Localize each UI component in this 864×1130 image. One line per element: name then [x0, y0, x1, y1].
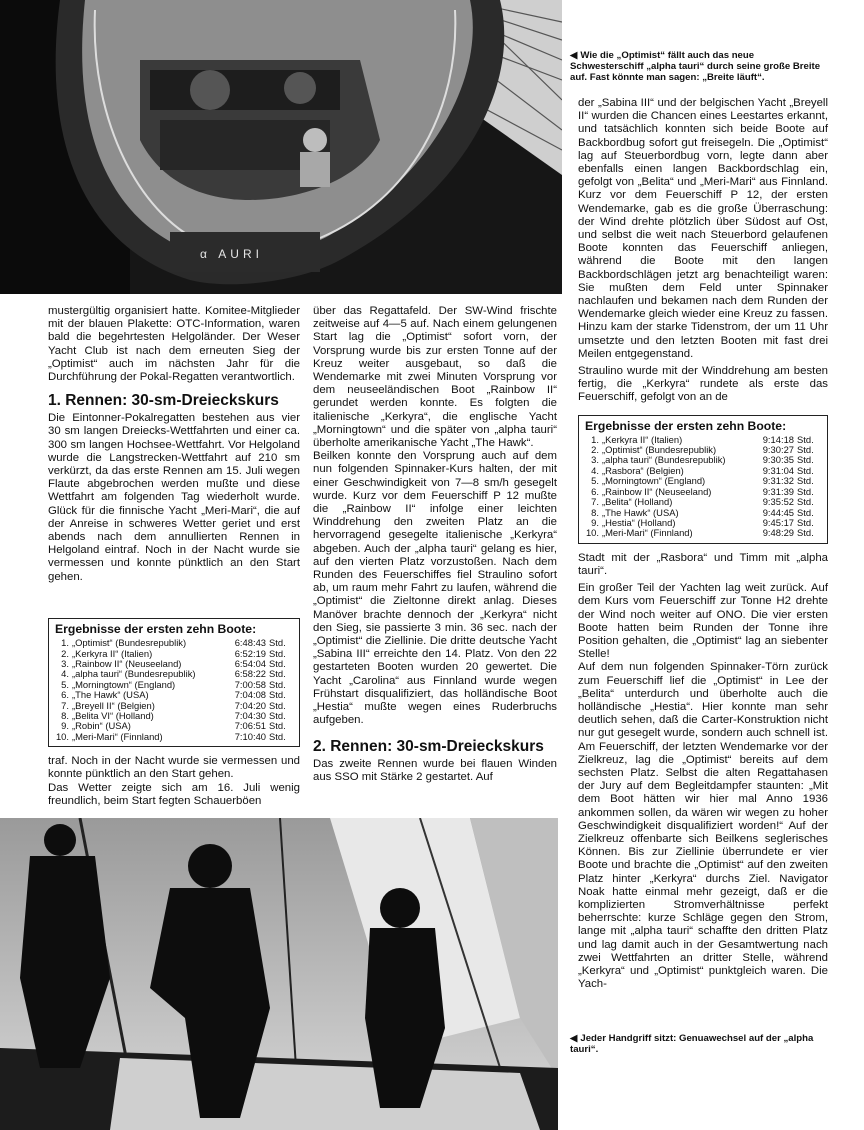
col2-paragraph-3: Das zweite Rennen wurde bei flauen Winden aus SSO mit Stärke 2 gestartet. Auf	[313, 757, 557, 783]
col1-paragraph-3: traf. Noch in der Nacht wurde sie vermessen und konnte pünktlich an den Start gehen.	[48, 755, 300, 781]
result-boat: „The Hawk“ (USA)	[72, 690, 149, 701]
col1-paragraph-2: Die Eintonner-Pokalregatten bestehen aus vier 30 sm langen Dreiecks-Wettfahrten und einer ca. 300 sm langen Hochsee-Wettfahrt. Vor Helgoland wurde die Langstrecken-Wettfahrt auf 210 sm verkürzt, da das erste Rennen am 15. Juli wegen Flaute abgebrochen werden mußte und diese Wettfahrt am folgenden Tag wiederholt wurde. Glück für die finnische Yacht „Meri-Mari“, die auf der Anreise in schweres Wetter geriet und erst abends nach dem annullierten Rennen in Helgoland eintraf. Noch in der Nacht wurde sie vermessen und konnte pünktlich an den Start gehen.	[48, 412, 300, 583]
result-boat: „Rainbow II“ (Neuseeland)	[72, 659, 182, 670]
result-rank: 2.	[591, 444, 599, 456]
result-unit: Std.	[797, 527, 814, 539]
photo-crew-genua	[0, 818, 558, 1130]
result-boat: „Meri-Mari“ (Finnland)	[602, 528, 693, 539]
result-rank: 9.	[61, 720, 69, 732]
result-time: 6:52:19	[234, 647, 266, 659]
result-boat: „alpha tauri“ (Bundesrepublik)	[602, 455, 726, 466]
result-unit: Std.	[269, 678, 286, 690]
result-boat: „Rainbow II“ (Neuseeland)	[602, 486, 712, 497]
heading-rennen-2: 2. Rennen: 30-sm-Dreieckskurs	[313, 737, 544, 755]
result-boat: „Hestia“ (Holland)	[602, 517, 676, 528]
result-time: 7:04:08	[234, 689, 266, 701]
result-rank: 7.	[591, 496, 599, 508]
result-boat: „Breyell II“ (Belgien)	[72, 700, 155, 711]
caption-bottom	[570, 1033, 828, 1055]
result-time: 9:30:35	[762, 454, 794, 466]
result-time: 7:00:58	[234, 678, 266, 690]
result-time: 7:10:40	[234, 730, 266, 742]
result-unit: Std.	[269, 699, 286, 711]
result-unit: Std.	[269, 720, 286, 732]
result-boat: „alpha tauri“ (Bundesrepublik)	[72, 669, 196, 680]
column-3	[578, 97, 828, 991]
result-rank: 4.	[61, 668, 69, 680]
col1-paragraph-1: mustergültig organisiert hatte. Komitee-Mitglieder mit der blauen Plakette: OTC-Information, waren bald die begehrtesten Helgoländer. Der Weser Yacht Club ist nach dem erneuten Sieg der „Optimist“ auch im nächsten Jahr für die Durchführung der Pokal-Regatten verantwortlich.	[48, 305, 300, 384]
result-time: 9:31:39	[762, 485, 794, 497]
result-rank: 6.	[61, 689, 69, 701]
results-box-rennen-1	[48, 618, 300, 747]
col2-paragraph-2: Beilken konnte den Vorsprung auch auf dem nun folgenden Spinnaker-Kurs halten, der mit einer Geschwindigkeit von 7—8 sm/h gesegelt wurde. Kurz vor dem Feuerschiff P 12 mußte die „Rainbow II“ infolge einer leichten Winddrehung den zweiten Platz an die hervorragend gesegelte italienische „Kerkyra“ abgeben. Auch der „alpha tauri“ gelang es hier, auf den vierten Platz vorzustoßen. Nach dem Runden des Feuerschiffes fiel Straulino sofort ab, um raum mehr Fahrt zu laufen, während die „Optimist“ die Zieltonne direkt anlag. Dieses Manöver brachte dennoch der „Kerkyra“ nicht den Sieg, sie passierte 3 min. 36 sec. nach der „Optimist“ die Ziellinie. Die dritte deutsche Yacht „Sabina III“ erreichte den 14. Platz. Von den 22 gestarteten Booten wurden 20 gewertet. Die Yacht „Carolina“ aus Finnland wurde wegen Frühstart disqualifiziert, das holländische Boot „Hestia“ mußte wegen eines Ruderbruchs aufgeben.	[313, 450, 557, 727]
result-rank: 5.	[591, 475, 599, 487]
result-boat: „Morningtown“ (England)	[72, 679, 176, 690]
result-time: 6:54:04	[234, 658, 266, 670]
result-rank: 4.	[591, 464, 599, 476]
results-box-rennen-2	[578, 415, 828, 544]
result-unit: Std.	[797, 516, 814, 528]
column-2	[313, 305, 557, 784]
result-unit: Std.	[269, 730, 286, 742]
result-unit: Std.	[269, 668, 286, 680]
result-time: 9:35:52	[762, 496, 794, 508]
result-boat: „Optimist“ (Bundesrepublik)	[72, 638, 187, 649]
result-unit: Std.	[797, 475, 814, 487]
result-rank: 6.	[591, 485, 599, 497]
arrow-left-icon: ◀	[570, 1033, 578, 1044]
result-boat: „Optimist“ (Bundesrepublik)	[602, 445, 717, 456]
result-unit: Std.	[269, 658, 286, 670]
result-time: 9:48:29	[762, 527, 794, 539]
col3-paragraph-5: Auf dem nun folgenden Spinnaker-Törn zurück zum Feuerschiff lief die „Optimist“ in Lee der „Belita“ unterdurch und überholte auch die holländische „Hestia“. Hier konnte man sehr deutlich sehen, daß die Carter-Konstruktion nicht nur gut gesegelt wurde, sondern auch schnell ist. Am Feuerschiff, der letzten Wendemarke vor der Zielkreuz, lag die „Optimist“ bereits auf dem sechsten Platz. Selbst die alten Regattahasen der Jury auf dem Begleitdampfer staunten: „Mit dem Boot hätten wir hier mal Anno 1936 ankommen sollen, da wären wir wegen zu hoher Geschwindigkeit disqualifiziert worden!“ Auf der Zielkreuz offenbarte sich Beilkens seglerisches Können. Bis zur Ziellinie überrundete er vier Boote und brachte die „Optimist“ auf den zweiten Platz hinter „Kerkyra“ durchs Ziel. Navigator Noak hatte einmal mehr gezeigt, daß er die komplizierten Stromverhältnisse perfekt beherrschte: kurze Schläge gegen den Strom, lange mit „alpha tauri“ schaffte den dritten Platz und lag damit auch in der Gesamtwertung nach zwei Wettfahrten an dritter Stelle, während „Kerkyra“ und „Optimist“ punktgleich waren. Die Yach-	[578, 661, 828, 991]
result-rank: 3.	[591, 454, 599, 466]
result-row	[55, 732, 293, 742]
result-rank: 2.	[61, 647, 69, 659]
results-list	[55, 638, 293, 742]
results-title: Ergebnisse der ersten zehn Boote:	[55, 622, 257, 637]
result-time: 6:58:22	[234, 668, 266, 680]
heading-rennen-1: 1. Rennen: 30-sm-Dreieckskurs	[48, 392, 279, 410]
col3-paragraph-3: Stadt mit der „Rasbora“ und Timm mit „alpha tauri“.	[578, 551, 828, 577]
result-unit: Std.	[797, 454, 814, 466]
stern-name: α AURI	[200, 247, 263, 261]
result-boat: „Rasbora“ (Belgien)	[602, 465, 684, 476]
result-rank: 8.	[591, 506, 599, 518]
result-boat: „Kerkyra II“ (Italien)	[72, 648, 153, 659]
result-unit: Std.	[269, 689, 286, 701]
result-unit: Std.	[797, 485, 814, 497]
result-boat: „Robin“ (USA)	[72, 721, 131, 732]
result-rank: 10.	[55, 730, 69, 742]
result-boat: „Kerkyra II“ (Italien)	[602, 434, 683, 445]
caption-top	[570, 50, 828, 83]
result-rank: 5.	[61, 678, 69, 690]
result-time: 7:06:51	[234, 720, 266, 732]
result-unit: Std.	[797, 464, 814, 476]
result-boat: „Morningtown“ (England)	[602, 476, 706, 487]
result-time: 7:04:20	[234, 699, 266, 711]
result-time: 9:31:32	[762, 475, 794, 487]
result-unit: Std.	[797, 506, 814, 518]
result-unit: Std.	[797, 496, 814, 508]
col3-paragraph-4: Ein großer Teil der Yachten lag weit zurück. Auf dem Kurs vom Feuerschiff zur Tonne H2 drehte der Wind noch weiter auf ONO. Die vier ersten Boote hatten beim Runden der Tonne ihre Position gehalten, die „Optimist“ lag an siebenter Stelle!	[578, 582, 828, 661]
result-time: 9:44:45	[762, 506, 794, 518]
photo-yacht-deck	[0, 0, 562, 294]
result-time: 9:30:27	[762, 444, 794, 456]
result-rank: 1.	[591, 433, 599, 445]
col2-paragraph-1: über das Regattafeld. Der SW-Wind frischte zeitweise auf 4—5 auf. Nach einem gelungenen Start lag die „Optimist“ sofort vorn, der Vorsprung wurde bis zur ersten Tonne auf der Kreuz weiter ausgebaut, so daß die Wendemarke mit zwei Minuten Vorsprung vor dem neuseeländischen Boot „Rainbow II“ gerundet werden konnte. Es folgten die italienische „Kerkyra“, die englische Yacht „Morningtown“ und die später von „alpha tauri“ überholte amerikanische Yacht „The Hawk“.	[313, 305, 557, 450]
result-rank: 10.	[585, 527, 599, 539]
result-boat: „Belita“ (Holland)	[602, 497, 673, 508]
column-1	[48, 305, 300, 808]
result-time: 9:31:04	[762, 464, 794, 476]
result-row	[585, 497, 821, 507]
result-boat: „Meri-Mari“ (Finnland)	[72, 731, 163, 742]
result-row	[585, 528, 821, 538]
result-time: 7:04:30	[234, 710, 266, 722]
results-list	[585, 435, 821, 539]
caption-top-text: Wie die „Optimist“ fällt auch das neue Schwesterschiff „alpha tauri“ durch seine große Breite auf. Fast könnte man sagen: „Breite läuft“.	[570, 50, 821, 83]
result-rank: 9.	[591, 516, 599, 528]
result-unit: Std.	[269, 647, 286, 659]
result-rank: 3.	[61, 658, 69, 670]
result-time: 9:14:18	[762, 433, 794, 445]
result-rank: 8.	[61, 710, 69, 722]
col3-paragraph-1: der „Sabina III“ und der belgischen Yacht „Breyell II“ wurden die Chancen eines Leestartes erkannt, und tatsächlich konnten sich beide Boote auf Backbordbug sofort gut freisegeln. Die „Optimist“ lag auf Steuerbordbug vorn, legte dann aber ebenfalls einen langen Backbordschlag ein, gefolgt von „Belita“ und „Meri-Mari“ aus Finnland. Kurz vor dem Feuerschiff P 12, der ersten Wendemarke, gab es die große Überraschung: der Wind drehte plötzlich über Südost auf Ost, und selbst die weit nach Steuerbord gelaufenen Boote konnten das Feuerschiff anliegen, während die Boote mit den langen Backbordschlägen jetzt arg benachteiligt waren: Sie mußten dem Feld unter Spinnaker nachlaufen und bekamen nach dem Runden der Wendemarke gleich wieder eine Kreuz zu fassen. Hinzu kam der starke Tidenstrom, der um 11 Uhr umsetzte und den letzten Booten mit fast drei Meilen entgegenstand.	[578, 97, 828, 360]
result-boat: „Belita VI“ (Holland)	[72, 711, 154, 722]
result-unit: Std.	[797, 433, 814, 445]
col1-paragraph-4: Das Wetter zeigte sich am 16. Juli wenig freundlich, beim Start fegten Schauerböen	[48, 781, 300, 807]
result-time: 9:45:17	[762, 516, 794, 528]
col3-paragraph-2: Straulino wurde mit der Winddrehung am besten fertig, die „Kerkyra“ rundete als erste das Feuerschiff, gefolgt von an de	[578, 365, 828, 404]
result-rank: 7.	[61, 699, 69, 711]
caption-bottom-text: Jeder Handgriff sitzt: Genuawechsel auf der „alpha tauri“.	[570, 1033, 814, 1055]
result-unit: Std.	[269, 637, 286, 649]
results-title: Ergebnisse der ersten zehn Boote:	[585, 418, 787, 433]
result-time: 6:48:43	[234, 637, 266, 649]
result-unit: Std.	[797, 444, 814, 456]
arrow-left-icon: ◀	[570, 50, 578, 61]
result-boat: „The Hawk“ (USA)	[602, 507, 679, 518]
result-unit: Std.	[269, 710, 286, 722]
result-rank: 1.	[61, 637, 69, 649]
